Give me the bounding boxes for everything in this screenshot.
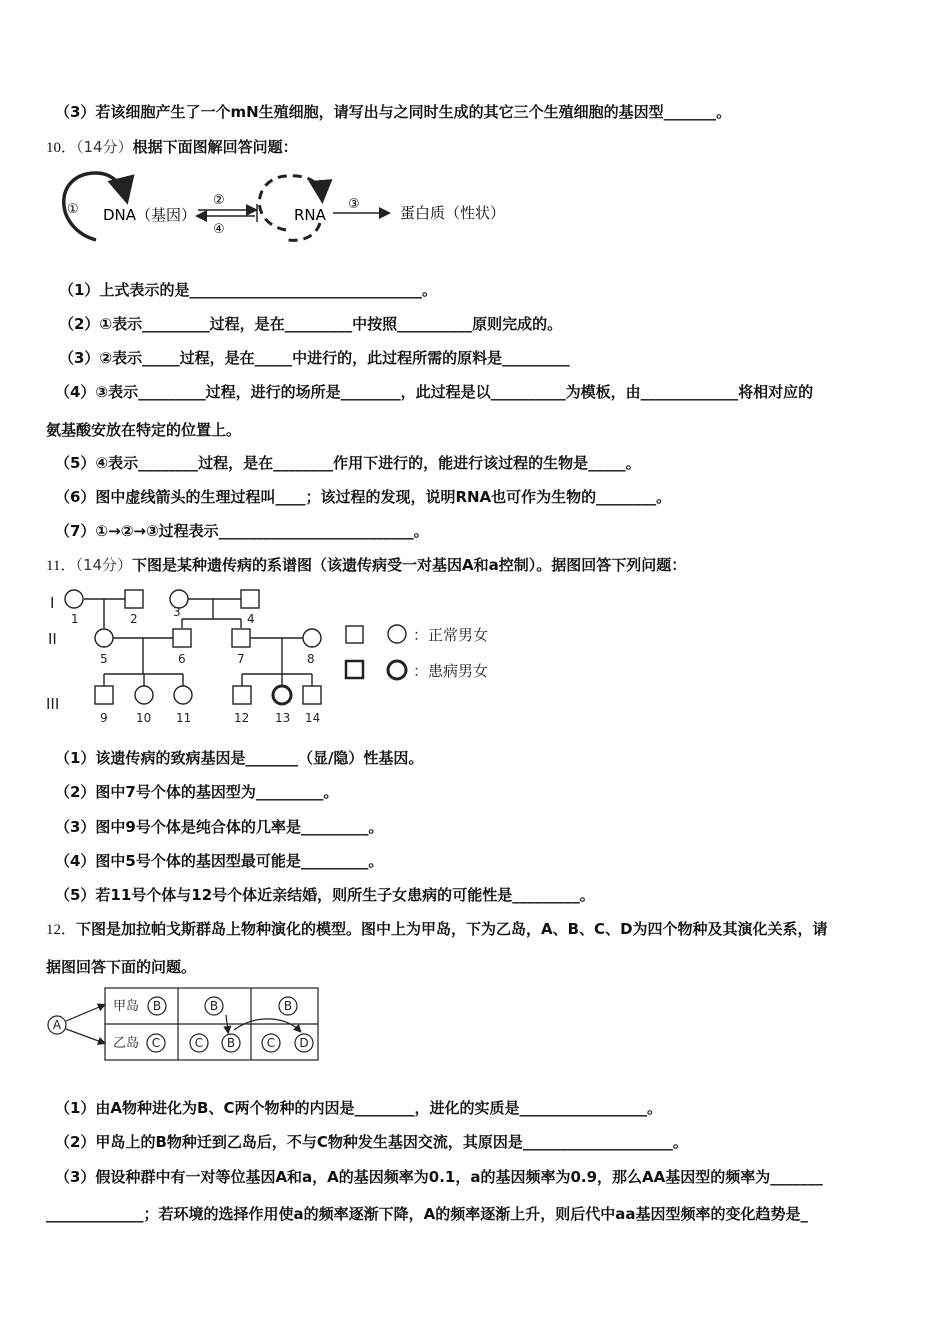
- q12-part3-cont: _____________；若环境的选择作用使a的频率逐渐下降，A的频率逐渐上升，则后代中aa基因型频率的变化趋势是_: [46, 1205, 808, 1223]
- q10-part2: （2）①表示_________过程，是在_________中按照__________原则完成的。: [59, 315, 563, 333]
- individual-13-female-affected: [273, 686, 291, 704]
- marker-4: ④: [213, 222, 225, 237]
- individual-9-male-normal: [95, 686, 113, 704]
- q11-prompt: 下图是某种遗传病的系谱图（该遗传病受一对基因A和a控制）。据图回答下列问题：: [132, 556, 687, 574]
- id-14: 14: [305, 711, 321, 725]
- legend-normal-label: ：正常男女: [413, 626, 489, 644]
- q11-part5: （5）若11号个体与12号个体近亲结婚，则所生子女患病的可能性是_________。: [55, 886, 595, 904]
- individual-4-male-normal: [241, 590, 259, 608]
- q11-part1: （1）该遗传病的致病基因是_______（显/隐）性基因。: [55, 749, 424, 767]
- q10-part4: （4）③表示_________过程，进行的场所是________，此过程是以__________为模板，由_____________将相对应的: [55, 383, 814, 401]
- id-10: 10: [136, 711, 152, 725]
- id-8: 8: [307, 652, 315, 666]
- individual-6-male-normal: [173, 629, 191, 647]
- q11-header: [46, 555, 686, 576]
- protein-label: 蛋白质（性状）: [400, 204, 506, 222]
- q10-part7: （7）①→②→③过程表示__________________________。: [55, 522, 429, 540]
- individual-1-female-normal: [65, 590, 83, 608]
- q11-part3: （3）图中9号个体是纯合体的几率是_________。: [55, 818, 384, 836]
- q10-part4-cont: 氨基酸安放在特定的位置上。: [46, 421, 242, 439]
- q12-prompt-line2: 据图回答下面的问题。: [46, 958, 197, 976]
- individual-5-female-normal: [95, 629, 113, 647]
- q10-part6: （6）图中虚线箭头的生理过程叫____；该过程的发现，说明RNA也可作为生物的________。: [55, 488, 672, 506]
- q9-part3: （3）若该细胞产生了一个mN生殖细胞，请写出与之同时生成的其它三个生殖细胞的基因型_______。: [55, 103, 732, 121]
- central-dogma-diagram: [58, 168, 518, 248]
- gen-label-I: I: [50, 594, 55, 612]
- pedigree-legend: [346, 625, 406, 679]
- legend-affected-female-icon: [388, 661, 406, 679]
- q10-score: （14分）: [76, 138, 133, 156]
- id-11: 11: [176, 711, 192, 725]
- id-1: 1: [71, 612, 79, 626]
- q12-part3: （3）假设种群中有一对等位基因A和a，A的基因频率为0.1，a的基因频率为0.9，那么AA基因型的频率为_______: [55, 1168, 823, 1186]
- species-c-label-1: C: [151, 1036, 161, 1050]
- q11-score: （14分）: [75, 556, 133, 574]
- island-top-label: 甲岛: [113, 999, 140, 1014]
- marker-2: ②: [213, 193, 225, 208]
- q10-part1: （1）上式表示的是_______________________________。: [59, 281, 437, 299]
- q12-number: 12．: [46, 922, 77, 938]
- gen-label-III: III: [46, 695, 60, 713]
- q10-header: [46, 137, 298, 158]
- q11-number: 11．: [46, 558, 76, 574]
- individual-7-male-normal: [232, 629, 250, 647]
- marker-1: ①: [67, 202, 79, 217]
- q10-part5: （5）④表示________过程，是在________作用下进行的，能进行该过程的生物是_____。: [55, 454, 641, 472]
- individual-10-female-normal: [135, 686, 153, 704]
- individual-12-male-normal: [233, 686, 251, 704]
- rna-loop-bottom: [288, 223, 320, 240]
- q10-number: 10．: [46, 140, 77, 156]
- q11-part2: （2）图中7号个体的基因型为_________。: [55, 783, 339, 801]
- legend-normal-male-icon: [346, 626, 363, 643]
- species-a-label: A: [52, 1018, 62, 1032]
- legend-affected-male-icon: [346, 661, 363, 678]
- individual-8-female-normal: [303, 629, 321, 647]
- q11-part4: （4）图中5号个体的基因型最可能是_________。: [55, 852, 384, 870]
- q10-prompt: 根据下面图解回答问题：: [132, 138, 298, 156]
- species-b-label-4: B: [283, 999, 293, 1013]
- individual-14-male-normal: [303, 686, 321, 704]
- q10-part3: （3）②表示_____过程，是在_____中进行的，此过程所需的原料是_________: [59, 349, 570, 367]
- individual-2-male-normal: [125, 590, 143, 608]
- species-c-label-3: C: [266, 1036, 276, 1050]
- id-5: 5: [100, 652, 108, 666]
- id-4: 4: [247, 612, 255, 626]
- q12-prompt-line1: 下图是加拉帕戈斯群岛上物种演化的模型。图中上为甲岛，下为乙岛，A、B、C、D为四个物种及其演化关系，请: [76, 920, 828, 938]
- q12-part1: （1）由A物种进化为B、C两个物种的内因是________，进化的实质是_________________。: [55, 1099, 662, 1117]
- id-3: 3: [173, 605, 181, 619]
- pedigree-chart: [40, 582, 520, 732]
- q12-part2: （2）甲岛上的B物种迁到乙岛后，不与C物种发生基因交流，其原因是____________________。: [55, 1133, 688, 1151]
- q12-header: [46, 919, 828, 940]
- speciation-arrow: [234, 1019, 300, 1031]
- legend-normal-female-icon: [388, 625, 406, 643]
- species-d-label: D: [299, 1036, 309, 1050]
- id-13: 13: [275, 711, 291, 725]
- id-9: 9: [100, 711, 108, 725]
- island-bottom-label: 乙岛: [113, 1036, 140, 1051]
- species-c-label-2: C: [194, 1036, 204, 1050]
- marker-3: ③: [348, 197, 360, 212]
- rna-label: RNA: [294, 206, 326, 224]
- dna-label: DNA（基因）: [103, 206, 197, 224]
- id-6: 6: [178, 652, 186, 666]
- individual-11-female-normal: [174, 686, 192, 704]
- id-12: 12: [234, 711, 250, 725]
- legend-affected-label: ：患病男女: [413, 662, 489, 680]
- species-b-label-2: B: [209, 999, 219, 1013]
- gen-label-II: II: [48, 630, 57, 648]
- species-b-label-3: B: [226, 1036, 236, 1050]
- island-evolution-diagram: [44, 985, 324, 1065]
- id-7: 7: [237, 652, 245, 666]
- id-2: 2: [130, 612, 138, 626]
- species-b-label-1: B: [152, 999, 162, 1013]
